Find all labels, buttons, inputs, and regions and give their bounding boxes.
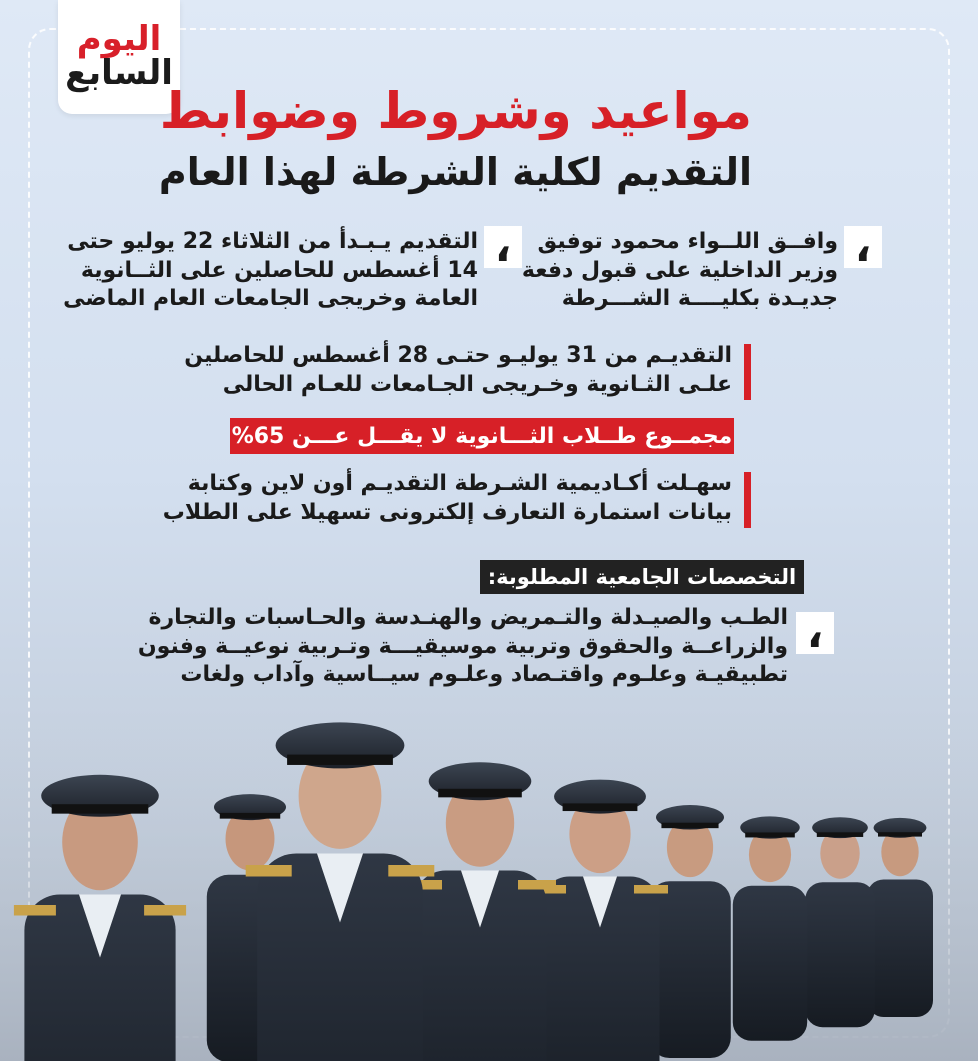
logo-line-1: اليوم: [76, 19, 162, 60]
text-line: علـى الثـانوية وخـريجى الجـامعات للعـام الحالى: [222, 371, 732, 397]
text-line: بيانات استمارة التعارف إلكترونى تسهيلا على الطلاب: [162, 499, 732, 525]
online-application-text: [162, 470, 732, 527]
page-subtitle: التقديم لكلية الشرطة لهذا العام: [158, 150, 752, 194]
text-line: وزير الداخلية على قبول دفعة: [521, 257, 838, 283]
quote-icon: ،: [796, 612, 834, 654]
text-line: التقديـم من 31 يوليـو حتـى 28 أغسطس للحاصلين: [184, 343, 732, 368]
text-line: جديـدة بكليــــة الشـــرطة: [561, 286, 838, 312]
quote-icon: ،: [844, 226, 882, 268]
quote-icon: ،: [484, 226, 522, 268]
specialties-text: [137, 604, 788, 690]
accent-bar: [744, 472, 751, 528]
text-line: الطـب والصيـدلة والتـمريض والهنـدسة والحـاسبات والتجارة: [148, 605, 788, 630]
text-line: التقديم يـبـدأ من الثلاثاء 22 يوليو حتى: [67, 229, 478, 254]
text-line: والزراعــة والحقوق وتربية موسيقيـــة وتـربية نوعيــة وفنون: [137, 633, 788, 659]
accent-bar: [744, 344, 751, 400]
text-line: سهـلت أكـاديمية الشـرطة التقديـم أون لاين وكتابة: [187, 471, 732, 496]
police-cadets-photo: [0, 690, 978, 1061]
current-year-dates-text: [184, 342, 732, 399]
text-line: 14 أغسطس للحاصلين على الثــانوية: [80, 257, 478, 283]
text-line: وافــق اللــواء محمود توفيق: [537, 229, 838, 254]
text-line: تطبيقيـة وعلـوم واقتـصاد وعلـوم سيــاسية وآداب ولغات: [180, 662, 788, 688]
specialties-heading: التخصصات الجامعية المطلوبة:: [480, 560, 804, 594]
minister-approval-text: [521, 228, 838, 314]
minimum-score-banner: مجمــوع طــلاب الثـــانوية لا يقـــل عـــن 65%: [230, 418, 734, 454]
text-line: العامة وخريجى الجامعات العام الماضى: [63, 286, 478, 312]
logo-line-2: السابع: [65, 53, 173, 94]
page-title: مواعيد وشروط وضوابط: [159, 82, 752, 140]
previous-year-dates-text: [63, 228, 478, 314]
